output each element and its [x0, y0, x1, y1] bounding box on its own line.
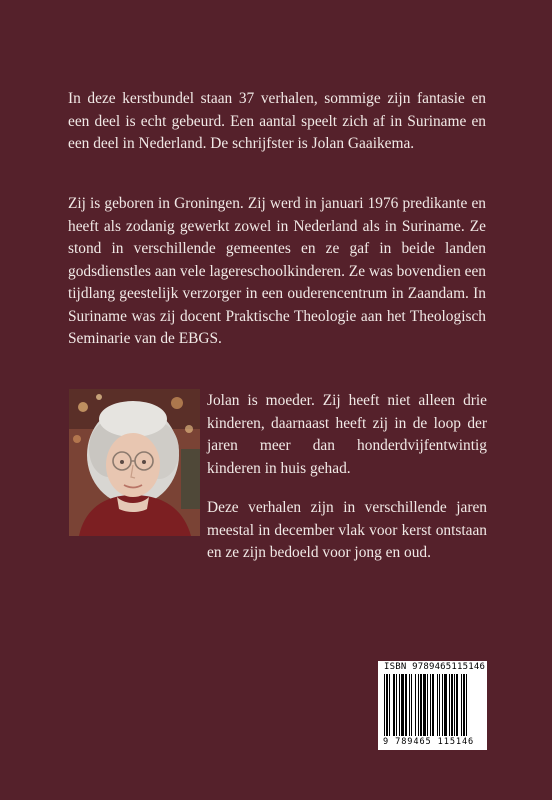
- barcode-bar: [430, 674, 431, 736]
- intro-paragraph: In deze kerstbundel staan 37 verhalen, sommige zijn fantasie en een deel is echt gebeurd. Een aantal speelt zich af in Suriname en een deel in Nederland. De schrijfster is Jolan Gaaikema.: [68, 90, 486, 152]
- barcode-bar: [386, 674, 388, 736]
- barcode-bar: [442, 674, 443, 736]
- barcode-bar: [466, 674, 467, 736]
- barcode-bar: [456, 674, 458, 736]
- barcode-bar: [423, 674, 426, 736]
- barcode-bar: [415, 674, 416, 736]
- barcode-bar: [396, 674, 397, 736]
- barcode-bar: [439, 674, 440, 736]
- barcode-bar: [444, 674, 447, 736]
- author-photo: [69, 389, 200, 536]
- barcode-bar: [461, 674, 462, 736]
- barcode-bar: [437, 674, 438, 736]
- barcode-bar: [409, 674, 410, 736]
- barcode-bar: [389, 674, 390, 736]
- isbn-digits: 9 789465 115146: [383, 737, 475, 747]
- barcode-bar: [401, 674, 404, 736]
- family-paragraph: Jolan is moeder. Zij heeft niet alleen drie kinderen, daarnaast heeft zij in de loop der jaren meer dan honderdvijfentwintig kinderen in huis gehad.: [207, 392, 487, 477]
- barcode-bar: [405, 674, 407, 736]
- barcode-bars: [384, 674, 481, 736]
- barcode-bar: [454, 674, 455, 736]
- isbn-label: ISBN 9789465115146: [384, 662, 486, 672]
- barcode-bar: [449, 674, 450, 736]
- isbn-barcode: [378, 661, 487, 750]
- biography-paragraph: Zij is geboren in Groningen. Zij werd in januari 1976 predikante en heeft als zodanig gewerkt zowel in Nederland als in Suriname. Ze stond in verschillende gemeentes en ze gaf in beide landen godsdienstles aan vele lagereschoolkinderen. Ze was bovendien een tijdlang geestelijk verzorger in een ouderencentrum in Zaandam. In Suriname was zij docent Praktische Theologie aan het Theologisch Seminarie van de EBGS.: [68, 195, 486, 347]
- barcode-bar: [399, 674, 400, 736]
- barcode-bar: [427, 674, 428, 736]
- barcode-bar: [418, 674, 419, 736]
- barcode-bar: [393, 674, 395, 736]
- barcode-bar: [384, 674, 385, 736]
- barcode-bar: [451, 674, 453, 736]
- barcode-bar: [411, 674, 412, 736]
- stories-paragraph: Deze verhalen zijn in verschillende jaren meestal in december vlak voor kerst ontstaan en ze zijn bedoeld voor jong en oud.: [207, 499, 487, 561]
- barcode-bar: [420, 674, 422, 736]
- barcode-bar: [463, 674, 465, 736]
- barcode-bar: [432, 674, 434, 736]
